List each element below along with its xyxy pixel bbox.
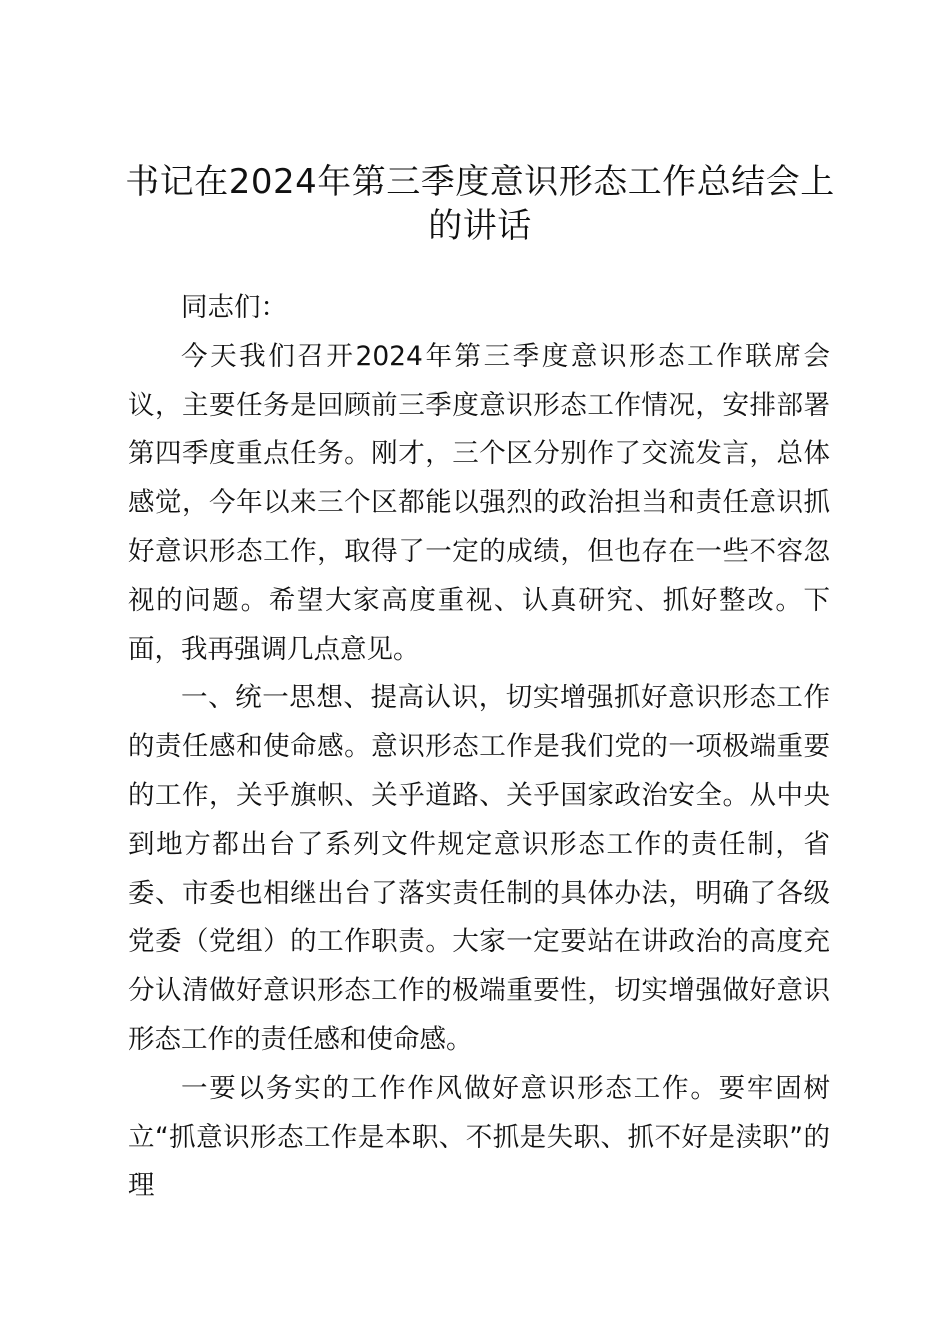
document-title: 书记在2024年第三季度意识形态工作总结会上的讲话 <box>125 162 835 246</box>
paragraph-point-one: 一要以务实的工作作风做好意识形态工作。要牢固树立“抓意识形态工作是本职、不抓是失职、抓不好是渎职”的理 <box>128 1072 830 1202</box>
paragraph-intro: 今天我们召开2024年第三季度意识形态工作联席会议，主要任务是回顾前三季度意识形态工作情况，安排部署第四季度重点任务。刚才，三个区分别作了交流发言，总体感觉，今年以来三个区都能以强烈的政治担当和责任意识抓好意识形态工作，取得了一定的成绩，但也存在一些不容忽视的问题。希望大家高度重视、认真研究、抓好整改。下面，我再强调几点意见。 <box>128 340 830 665</box>
paragraph-section-one: 一、统一思想、提高认识，切实增强抓好意识形态工作的责任感和使命感。意识形态工作是我们党的一项极端重要的工作，关乎旗帜、关乎道路、关乎国家政治安全。从中央到地方都出台了系列文件规定意识形态工作的责任制，省委、市委也相继出台了落实责任制的具体办法，明确了各级党委（党组）的工作职责。大家一定要站在讲政治的高度充分认清做好意识形态工作的极端重要性，切实增强做好意识形态工作的责任感和使命感。 <box>128 682 830 1055</box>
salutation: 同志们： <box>181 292 287 323</box>
document-body <box>128 284 830 1211</box>
